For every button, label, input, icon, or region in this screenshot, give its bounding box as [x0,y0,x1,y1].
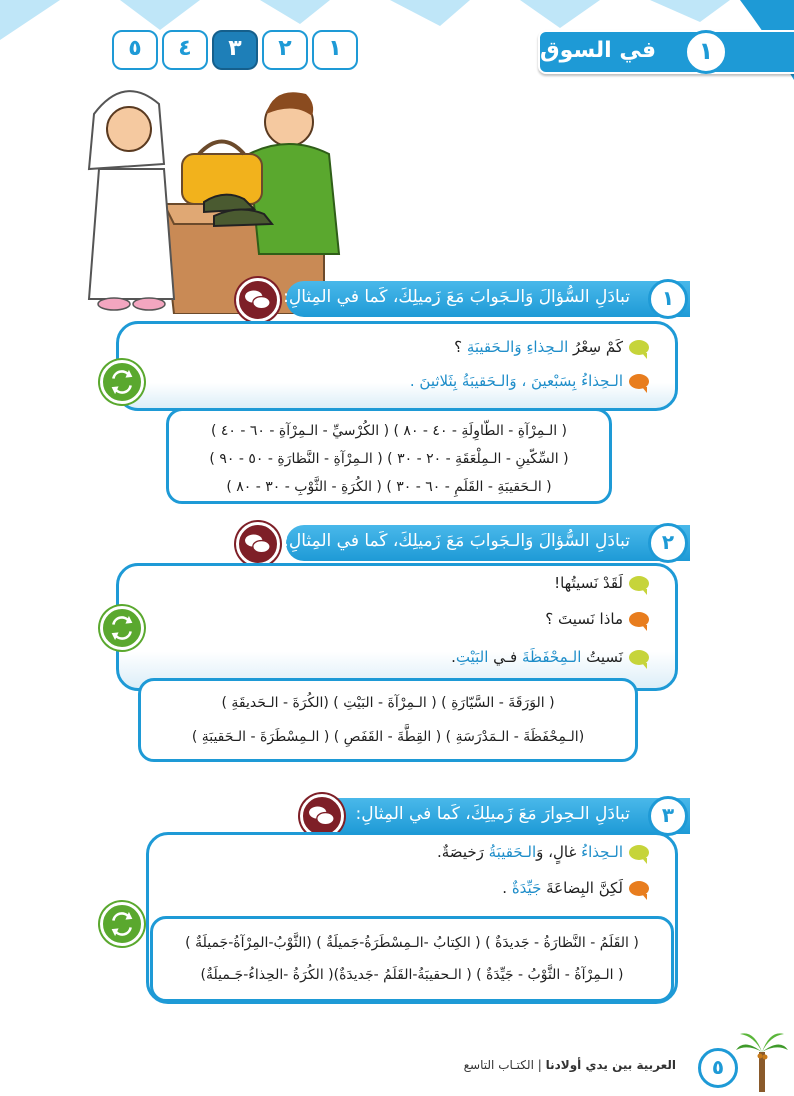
option-line: (الـمِحْفَظَةَ - الـمَدْرَسَةِ ) ( القِطَّةَ - القَفَصِ ) ( الـمِسْطَرَةَ - الـحَقيبَةِ ) [191,729,585,745]
speech-bubble-yellow-icon [629,845,649,860]
dialog-text: فـي [488,648,522,666]
unit-title-bar [538,30,794,74]
chat-bubbles-icon [236,522,280,566]
speech-bubble-orange-icon [629,881,649,896]
exercise-2-number: ٢ [648,523,688,563]
dialog-line [437,843,649,861]
exercise-3-header [300,798,690,834]
dialog-text: . [502,879,512,897]
exercise-2-options-box [138,678,638,762]
speech-bubble-yellow-icon [629,650,649,665]
dialog-line [451,648,649,666]
option-line: ( الـحَقيبَةِ - القَلَمِ - ٦٠ - ٣٠ ) ( الكُرَةِ - الثَّوْبِ - ٣٠ - ٨٠ ) [226,479,552,495]
swap-roles-icon [100,606,144,650]
page-number: ٥ [698,1048,738,1088]
exercise-1-number: ١ [648,279,688,319]
dialog-text: ماذا نَسيتَ ؟ [545,610,623,628]
dialog-line [554,574,649,592]
exercise-1-dialog-card [116,321,678,411]
dialog-highlight: الـحِذاءُ [581,843,623,861]
dialog-highlight: البَيْتِ [455,648,489,666]
exercise-1-options-box [166,408,612,504]
dialog-text: غالٍ، وَ [536,843,582,861]
exercise-3-number: ٣ [648,796,688,836]
dialog-highlight: الـحِذاءُ بِسَبْعينَ ، وَالـحَقيبَةُ بِثَلاثينَ . [409,372,623,390]
dialog-highlight: جَيِّدَةٌ [511,879,542,897]
dialog-line [502,879,649,897]
option-line: ( السِّكّينِ - الـمِلْعَقَةِ - ٢٠ - ٣٠ ) ( الـمِرْآةِ - النَّظارَةِ - ٥٠ - ٩٠ ) [209,451,569,467]
footer-book-info [464,1058,676,1072]
dialog-text: نَسيتُ [581,648,623,666]
exercise-2-instruction: تبادَلِ السُّؤالَ وَالـجَوابَ مَعَ زَميلِكَ، كَما في المِثالِ: [283,531,630,551]
exercise-2-header [283,525,690,561]
dialog-text: ؟ [454,338,467,356]
exercise-1-instruction: تبادَلِ السُّؤالَ وَالـجَوابَ مَعَ زَميلِكَ، كَما في المِثالِ: [283,287,630,307]
lesson-tab-5[interactable]: ٥ [112,30,158,70]
swap-roles-icon [100,360,144,404]
book-volume: الكتـاب التاسع [463,1058,534,1072]
lesson-tab-3[interactable]: ٣ [212,30,258,70]
dialog-line [410,372,649,390]
dialog-highlight: الـمِحْفَظَةَ [521,648,582,666]
lesson-tab-2[interactable]: ٢ [262,30,308,70]
dialog-text: رَخيصَةٌ. [437,843,489,861]
dialog-text: . [451,648,456,666]
swap-roles-icon [100,902,144,946]
option-line: ( الـمِرْآةِ - الطّاوِلَةِ - ٤٠ - ٨٠ ) ( الكُرْسيِّ - الـمِرْآةِ - ٦٠ - ٤٠ ) [210,423,568,439]
dialog-line [545,610,649,628]
unit-number-badge: ١ [684,30,728,74]
dialog-highlight: الـحَقيبَةُ [488,843,537,861]
option-line: ( الـمِرْآةُ - الثَّوْبُ - جَيِّدَةٌ ) ( الـحقيبَةُ-القَلَمُ -جَديدَةٌ)( الكُرَةُ -الحِذاءُ-جَـميلَةٌ) [200,967,624,983]
chat-bubbles-icon [236,278,280,322]
option-line: ( القَلَمُ - النَّظارَةُ - جَديدَةٌ ) ( الكِتابُ -الـمِسْطَرَةُ-جَميلَةٌ ) (الثَّوْبُ-المِرْآةُ-جَميلَةٌ ) [185,935,639,951]
speech-bubble-orange-icon [629,612,649,627]
palm-tree-icon [734,1028,790,1094]
footer-separator: | [537,1058,542,1072]
book-title: العربية بين يدي أولادنا [545,1058,676,1072]
dialog-text: لَقَدْ نَسيتُها! [554,574,623,592]
dialog-line [454,338,649,356]
shop-illustration [84,74,354,314]
speech-bubble-yellow-icon [629,340,649,355]
lesson-tabs [112,30,358,72]
exercise-2-dialog-card [116,563,678,691]
speech-bubble-yellow-icon [629,576,649,591]
dialog-text: كَمْ سِعْرُ [568,338,623,356]
lesson-tab-4[interactable]: ٤ [162,30,208,70]
unit-title: في السوق [540,38,656,63]
exercise-1-header [283,281,690,317]
exercise-3-options-box [150,916,674,1002]
lesson-tab-1[interactable]: ١ [312,30,358,70]
dialog-highlight: الـحِذاءِ وَالـحَقيبَةِ [466,338,569,356]
dialog-text: لَكِنَّ البِضاعَةَ [541,879,623,897]
exercise-3-instruction: تبادَلِ الـحِوارَ مَعَ زَميلِكَ، كَما في المِثالِ: [355,804,630,824]
speech-bubble-orange-icon [629,374,649,389]
option-line: ( الوَرَقَةَ - السَّيّارَةِ ) ( الـمِرْآةَ - البَيْتِ ) (الكُرَةَ - الـحَديقَةِ ) [221,695,555,711]
